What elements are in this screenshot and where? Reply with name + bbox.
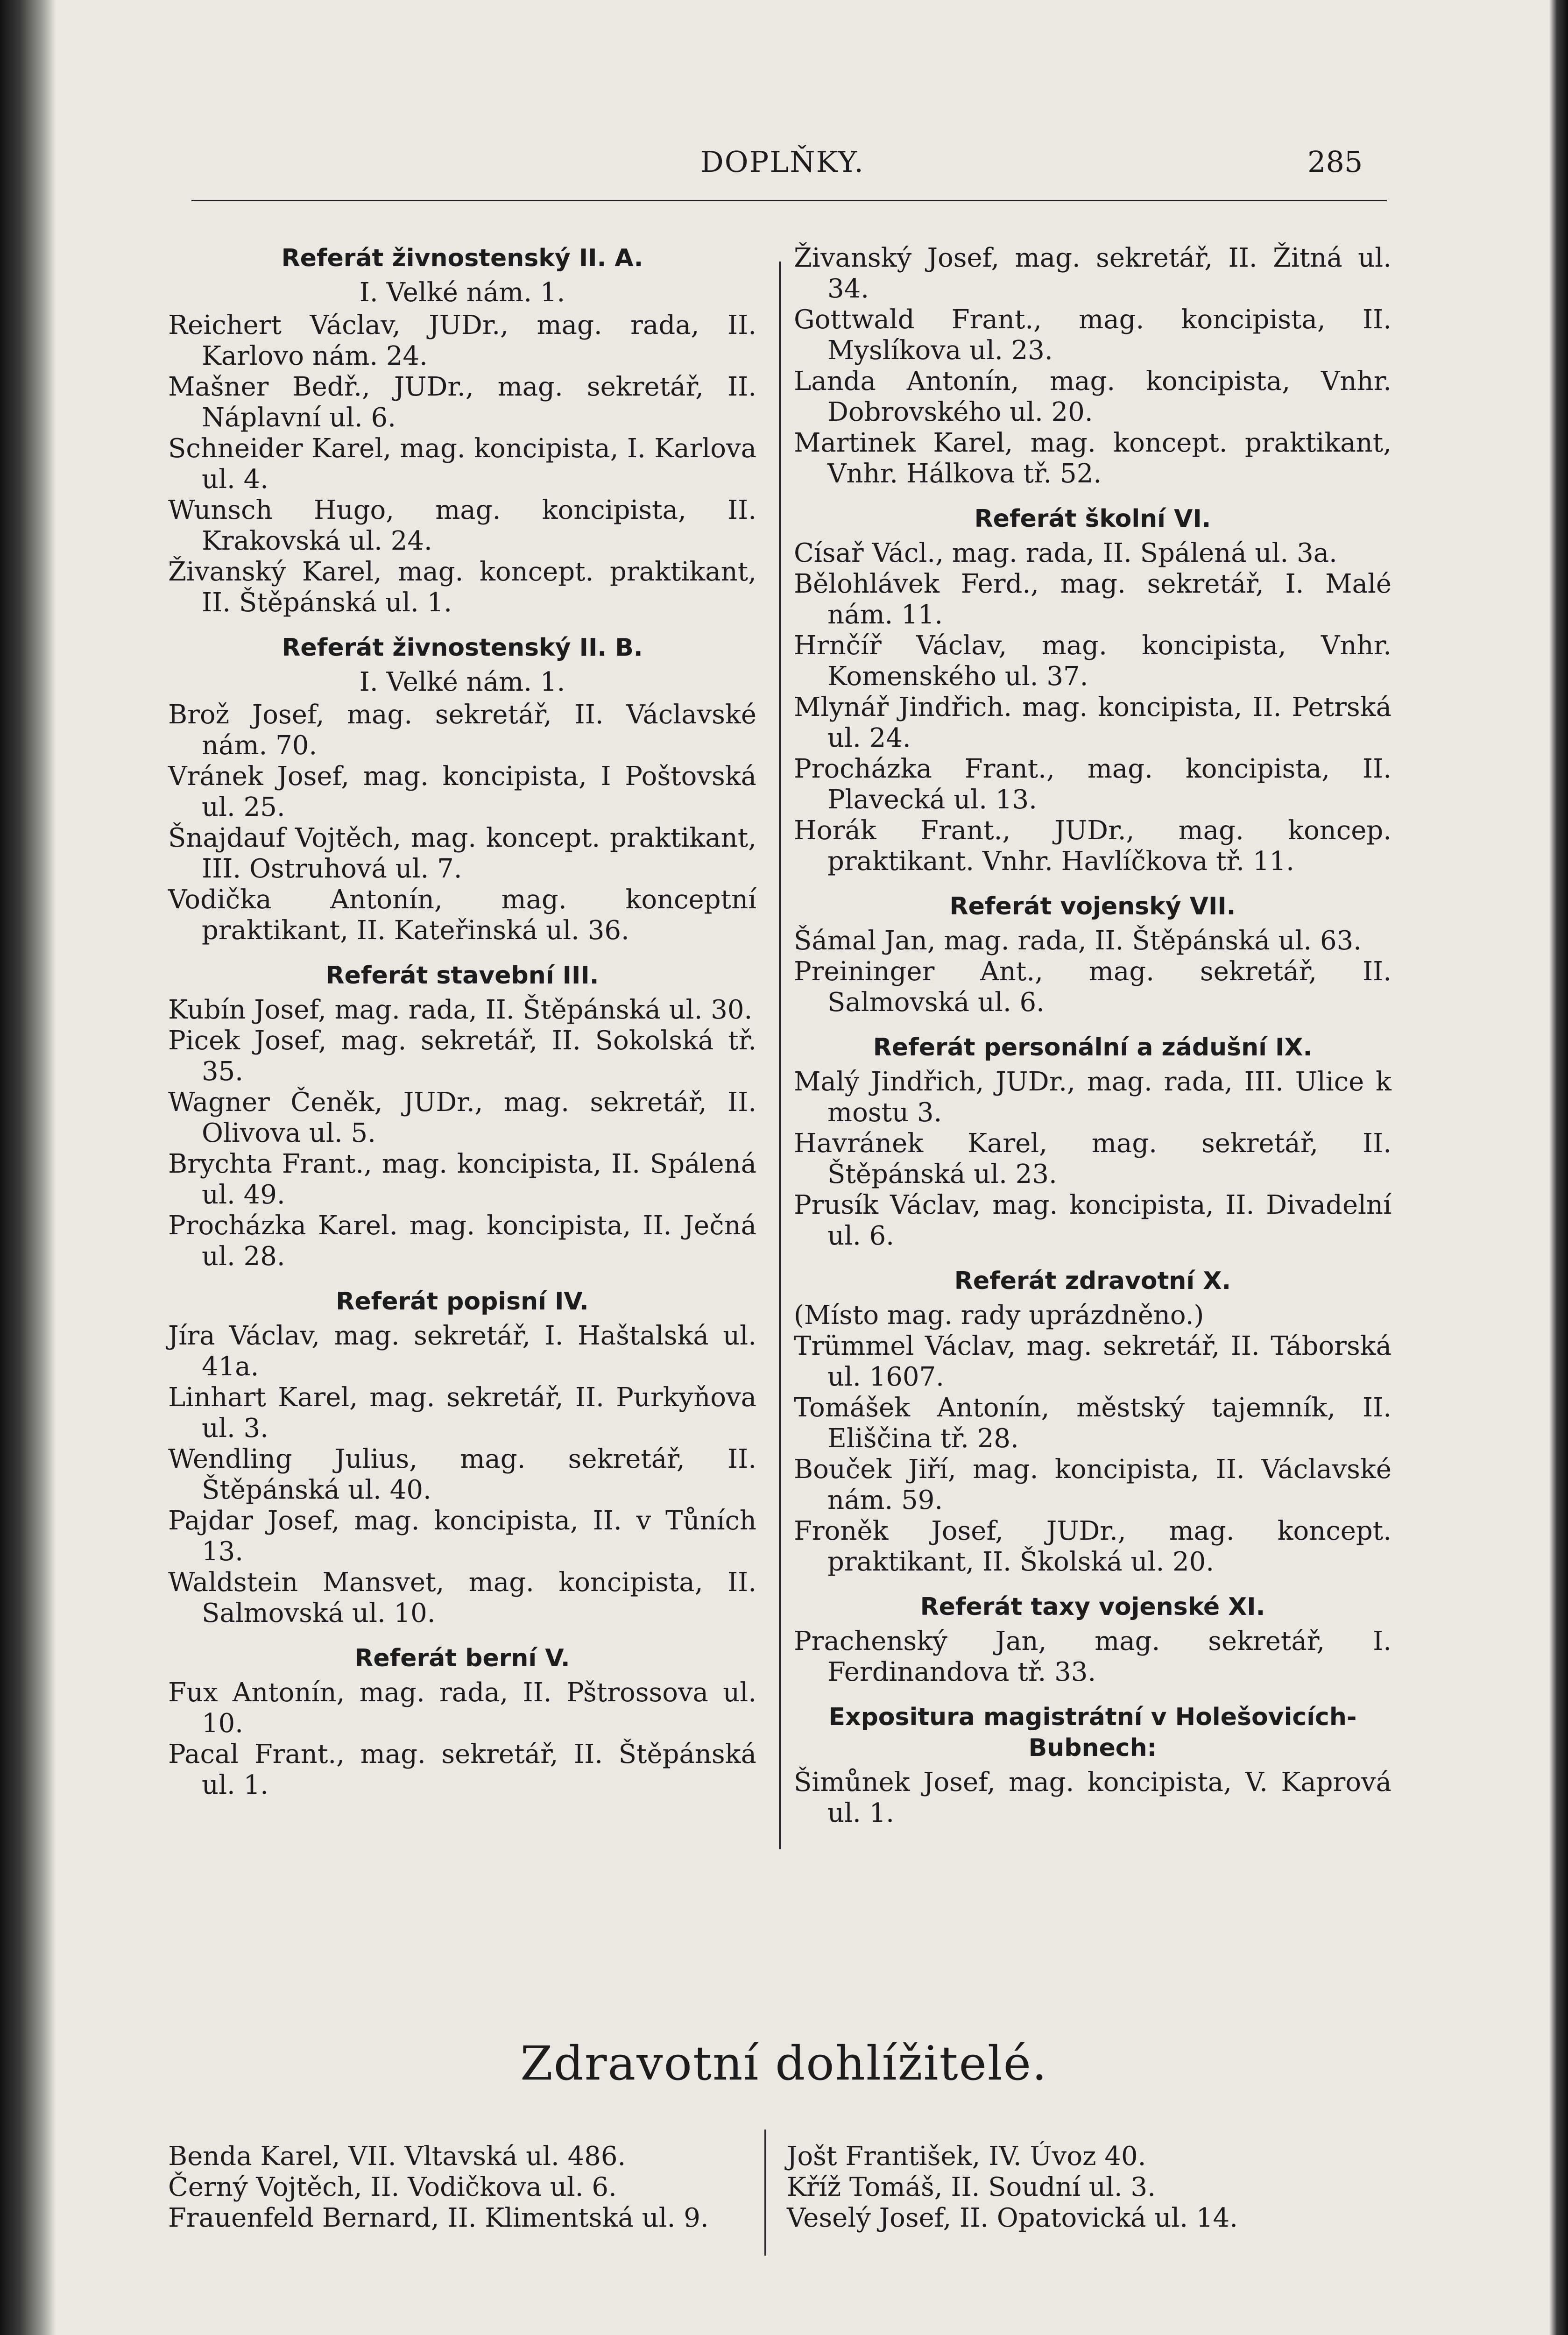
section-title: Referát taxy vojenské XI. (920, 1593, 1265, 1621)
section-title: Referát školní VI. (974, 505, 1211, 533)
page-title: DOPLŇKY. (700, 145, 864, 179)
entry: Malý Jindřich, JUDr., mag. rada, III. Ulice k mostu 3. (794, 1067, 1391, 1128)
page-edge-right (1549, 0, 1568, 2335)
entry: Pacal Frant., mag. sekretář, II. Štěpánská ul. 1. (168, 1739, 756, 1800)
section-taxy-vojenske (794, 1592, 1391, 1688)
header-rule (191, 200, 1387, 201)
section-title: Referát popisní IV. (336, 1288, 589, 1316)
entry: Tomášek Antonín, městský tajemník, II. Eliščina tř. 28. (794, 1393, 1391, 1454)
section-title: Referát personální a zádušní IX. (873, 1033, 1313, 1061)
entry: Živanský Josef, mag. sekretář, II. Žitná ul. 34. (794, 243, 1391, 304)
entry: Linhart Karel, mag. sekretář, II. Purkyňova ul. 3. (168, 1382, 756, 1443)
entry: Kříž Tomáš, II. Soudní ul. 3. (787, 2172, 1156, 2202)
entry: Prusík Václav, mag. koncipista, II. Divadelní ul. 6. (794, 1190, 1391, 1251)
entry: Jíra Václav, mag. sekretář, I. Haštalská ul. 41a. (168, 1321, 756, 1382)
entry: Mlynář Jindřich. mag. koncipista, II. Petrská ul. 24. (794, 692, 1391, 753)
section-berni (168, 1643, 756, 1801)
column-divider (779, 262, 781, 1849)
entry: Kubín Josef, mag. rada, II. Štěpánská ul. 30. (168, 995, 753, 1025)
section-subtitle: I. Velké nám. 1. (359, 667, 565, 697)
section-expositura (794, 1702, 1391, 1829)
entry: Froněk Josef, JUDr., mag. koncept. praktikant, II. Školská ul. 20. (794, 1516, 1391, 1577)
entry: Mašner Bedř., JUDr., mag. sekretář, II. Náplavní ul. 6. (168, 372, 756, 433)
entry: Preininger Ant., mag. sekretář, II. Salmovská ul. 6. (794, 956, 1391, 1018)
entry: Havránek Karel, mag. sekretář, II. Štěpánská ul. 23. (794, 1128, 1391, 1189)
section-title: Referát zdravotní X. (954, 1267, 1231, 1295)
section-title: Referát stavební III. (325, 962, 599, 990)
left-column (168, 243, 756, 1815)
section-title: Referát berní V. (354, 1644, 570, 1672)
section-title: Expositura magistrátní v Holešovicích-Bubnech: (828, 1703, 1357, 1762)
entry: Šimůnek Josef, mag. koncipista, V. Kaprová ul. 1. (794, 1767, 1391, 1828)
section-zivnostensky-a (168, 243, 756, 618)
entry: Wendling Julius, mag. sekretář, II. Štěpánská ul. 40. (168, 1444, 756, 1505)
entry: Benda Karel, VII. Vltavská ul. 486. (168, 2141, 626, 2172)
entry: Pajdar Josef, mag. koncipista, II. v Tůních 13. (168, 1506, 756, 1567)
entry: Bouček Jiří, mag. koncipista, II. Václavské nám. 59. (794, 1454, 1391, 1515)
section-berni-continued (794, 243, 1391, 489)
entry: Horák Frant., JUDr., mag. koncep. praktikant. Vnhr. Havlíčkova tř. 11. (794, 815, 1391, 877)
entry: Gottwald Frant., mag. koncipista, II. Myslíkova ul. 23. (794, 304, 1391, 366)
bottom-column-divider (764, 2130, 766, 2256)
entry: Prachenský Jan, mag. sekretář, I. Ferdinandova tř. 33. (794, 1626, 1391, 1687)
entry: Martinek Karel, mag. koncept. praktikant, Vnhr. Hálkova tř. 52. (794, 428, 1391, 489)
entry: Brychta Frant., mag. koncipista, II. Spálená ul. 49. (168, 1149, 756, 1210)
entry: Wagner Čeněk, JUDr., mag. sekretář, II. Olivova ul. 5. (168, 1087, 756, 1148)
entry: Živanský Karel, mag. koncept. praktikant, II. Štěpánská ul. 1. (168, 557, 756, 618)
bottom-left-list (168, 2141, 756, 2234)
page-number: 285 (1307, 145, 1363, 179)
entry: Reichert Václav, JUDr., mag. rada, II. Karlovo nám. 24. (168, 310, 756, 371)
section-title: Referát živnostenský II. A. (281, 244, 643, 272)
entry: Schneider Karel, mag. koncipista, I. Karlova ul. 4. (168, 433, 756, 495)
entry: Vodička Antonín, mag. konceptní praktikant, II. Kateřinská ul. 36. (168, 884, 756, 946)
bottom-right-list (787, 2141, 1384, 2234)
entry: Šámal Jan, mag. rada, II. Štěpánská ul. 63. (794, 926, 1362, 956)
entry: Picek Josef, mag. sekretář, II. Sokolská tř. 35. (168, 1026, 756, 1087)
entry: Wunsch Hugo, mag. koncipista, II. Krakovská ul. 24. (168, 495, 756, 556)
right-column (794, 243, 1391, 1843)
entry: Trümmel Václav, mag. sekretář, II. Táborská ul. 1607. (794, 1331, 1391, 1392)
section-heading-zdravotni-dohlizitele: Zdravotní dohlížitelé. (520, 2036, 1048, 2091)
entry: Jošt František, IV. Úvoz 40. (787, 2141, 1146, 2172)
entry: Bělohlávek Ferd., mag. sekretář, I. Malé nám. 11. (794, 569, 1391, 630)
entry: Frauenfeld Bernard, II. Klimentská ul. 9. (168, 2203, 709, 2233)
page-header (0, 145, 1568, 191)
entry: Císař Václ., mag. rada, II. Spálená ul. 3a. (794, 538, 1337, 568)
entry: Hrnčíř Václav, mag. koncipista, Vnhr. Komenského ul. 37. (794, 630, 1391, 692)
section-title: Referát živnostenský II. B. (282, 634, 643, 662)
section-zivnostensky-b (168, 632, 756, 946)
entry: Brož Josef, mag. sekretář, II. Václavské nám. 70. (168, 700, 756, 761)
section-personalni (794, 1032, 1391, 1252)
entry: Waldstein Mansvet, mag. koncipista, II. Salmovská ul. 10. (168, 1567, 756, 1628)
page-edge-left (0, 0, 56, 2335)
entry: Vránek Josef, mag. koncipista, I Poštovská ul. 25. (168, 761, 756, 822)
section-title: Referát vojenský VII. (949, 892, 1236, 920)
section-note: (Místo mag. rady uprázdněno.) (794, 1300, 1204, 1330)
entry: Procházka Karel. mag. koncipista, II. Ječná ul. 28. (168, 1210, 756, 1272)
section-popisni (168, 1286, 756, 1629)
entry: Procházka Frant., mag. koncipista, II. Plavecká ul. 13. (794, 754, 1391, 815)
section-stavebni (168, 960, 756, 1272)
entry: Veselý Josef, II. Opatovická ul. 14. (787, 2203, 1238, 2233)
entry: Landa Antonín, mag. koncipista, Vnhr. Dobrovského ul. 20. (794, 366, 1391, 427)
section-skolni (794, 503, 1391, 877)
section-vojensky (794, 891, 1391, 1018)
section-zdravotni (794, 1266, 1391, 1578)
section-subtitle: I. Velké nám. 1. (359, 277, 565, 308)
entry: Černý Vojtěch, II. Vodičkova ul. 6. (168, 2172, 617, 2202)
entry: Šnajdauf Vojtěch, mag. koncept. praktikant, III. Ostruhová ul. 7. (168, 823, 756, 884)
entry: Fux Antonín, mag. rada, II. Pštrossova ul. 10. (168, 1677, 756, 1739)
